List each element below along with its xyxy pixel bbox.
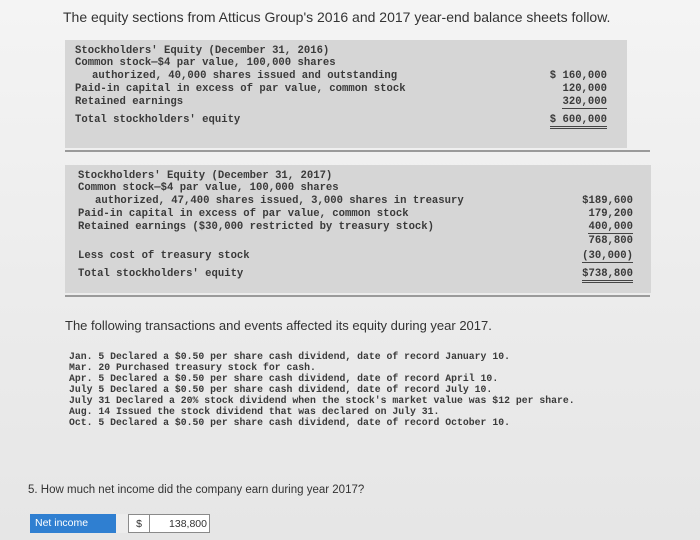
answer-label: Net income xyxy=(30,514,116,533)
transaction-date: July 31 xyxy=(69,395,111,406)
transaction-date: Jan. 5 xyxy=(69,351,105,362)
transaction-item xyxy=(69,417,575,428)
equity-2017-title: Stockholders' Equity (December 31, 2017) xyxy=(78,170,333,182)
transaction-date: Aug. 14 xyxy=(69,406,111,417)
equity-2017-common-stock-amount: $189,600 xyxy=(582,195,633,207)
transactions-list xyxy=(69,351,575,428)
transaction-text: Purchased treasury stock for cash. xyxy=(116,362,316,373)
equity-2016-paid-in-amount: 120,000 xyxy=(562,83,607,95)
equity-2016-section xyxy=(65,40,627,148)
transaction-text: Declared a $0.50 per share cash dividend, date of record July 10. xyxy=(110,384,493,395)
equity-2017-treasury-label: Less cost of treasury stock xyxy=(78,250,250,262)
transaction-text: Declared a $0.50 per share cash dividend, date of record October 10. xyxy=(110,417,510,428)
transaction-item xyxy=(69,351,575,362)
equity-2016-retained-label: Retained earnings xyxy=(75,96,184,108)
equity-2017-paid-in-label: Paid-in capital in excess of par value, common stock xyxy=(78,208,409,220)
transaction-text: Declared a $0.50 per share cash dividend, date of record January 10. xyxy=(110,351,510,362)
transactions-title: The following transactions and events affected its equity during year 2017. xyxy=(65,318,492,333)
question-text: 5. How much net income did the company earn during year 2017? xyxy=(28,484,365,496)
equity-2017-retained-label: Retained earnings ($30,000 restricted by treasury stock) xyxy=(78,221,435,233)
currency-symbol: $ xyxy=(129,515,150,532)
net-income-input[interactable] xyxy=(128,514,210,533)
equity-2017-common-stock-line2: authorized, 47,400 shares issued, 3,000 shares in treasury xyxy=(95,195,464,207)
divider xyxy=(65,150,650,152)
transaction-item xyxy=(69,406,575,417)
transaction-item xyxy=(69,384,575,395)
equity-2016-title: Stockholders' Equity (December 31, 2016) xyxy=(75,45,330,57)
intro-text: The equity sections from Atticus Group's 2016 and 2017 year-end balance sheets follow. xyxy=(63,9,611,25)
transaction-text: Issued the stock dividend that was declared on July 31. xyxy=(116,406,440,417)
equity-2017-paid-in-amount: 179,200 xyxy=(588,208,633,220)
transaction-item xyxy=(69,362,575,373)
equity-2017-total-label: Total stockholders' equity xyxy=(78,268,244,280)
transaction-text: Declared a 20% stock dividend when the stock's market value was $12 per share. xyxy=(116,395,575,406)
equity-2016-common-stock-line1: Common stock—$4 par value, 100,000 shares xyxy=(75,57,336,69)
equity-2016-common-stock-amount: $ 160,000 xyxy=(549,70,607,82)
equity-2017-total-amount: $738,800 xyxy=(582,268,633,283)
equity-2017-section xyxy=(65,165,651,293)
equity-2016-paid-in-label: Paid-in capital in excess of par value, common stock xyxy=(75,83,406,95)
transaction-item xyxy=(69,395,575,406)
divider xyxy=(65,295,650,297)
transaction-date: Oct. 5 xyxy=(69,417,105,428)
equity-2016-total-amount: $ 600,000 xyxy=(550,114,607,129)
equity-2016-retained-amount: 320,000 xyxy=(562,96,607,108)
transaction-date: Apr. 5 xyxy=(69,373,105,384)
transaction-date: July 5 xyxy=(69,384,105,395)
equity-2017-common-stock-line1: Common stock—$4 par value, 100,000 shares xyxy=(78,182,339,194)
answer-row xyxy=(30,514,210,533)
equity-2017-subtotal-amount: 768,800 xyxy=(588,235,633,247)
transaction-text: Declared a $0.50 per share cash dividend, date of record April 10. xyxy=(110,373,499,384)
transaction-item xyxy=(69,373,575,384)
net-income-value[interactable]: 138,800 xyxy=(169,517,207,530)
equity-2016-common-stock-line2: authorized, 40,000 shares issued and outstanding xyxy=(92,70,398,82)
equity-2017-retained-amount: 400,000 xyxy=(588,221,633,233)
equity-2017-treasury-amount: (30,000) xyxy=(582,250,633,262)
answer-gap xyxy=(116,514,128,533)
transaction-date: Mar. 20 xyxy=(69,362,111,373)
equity-2016-total-label: Total stockholders' equity xyxy=(75,114,241,126)
